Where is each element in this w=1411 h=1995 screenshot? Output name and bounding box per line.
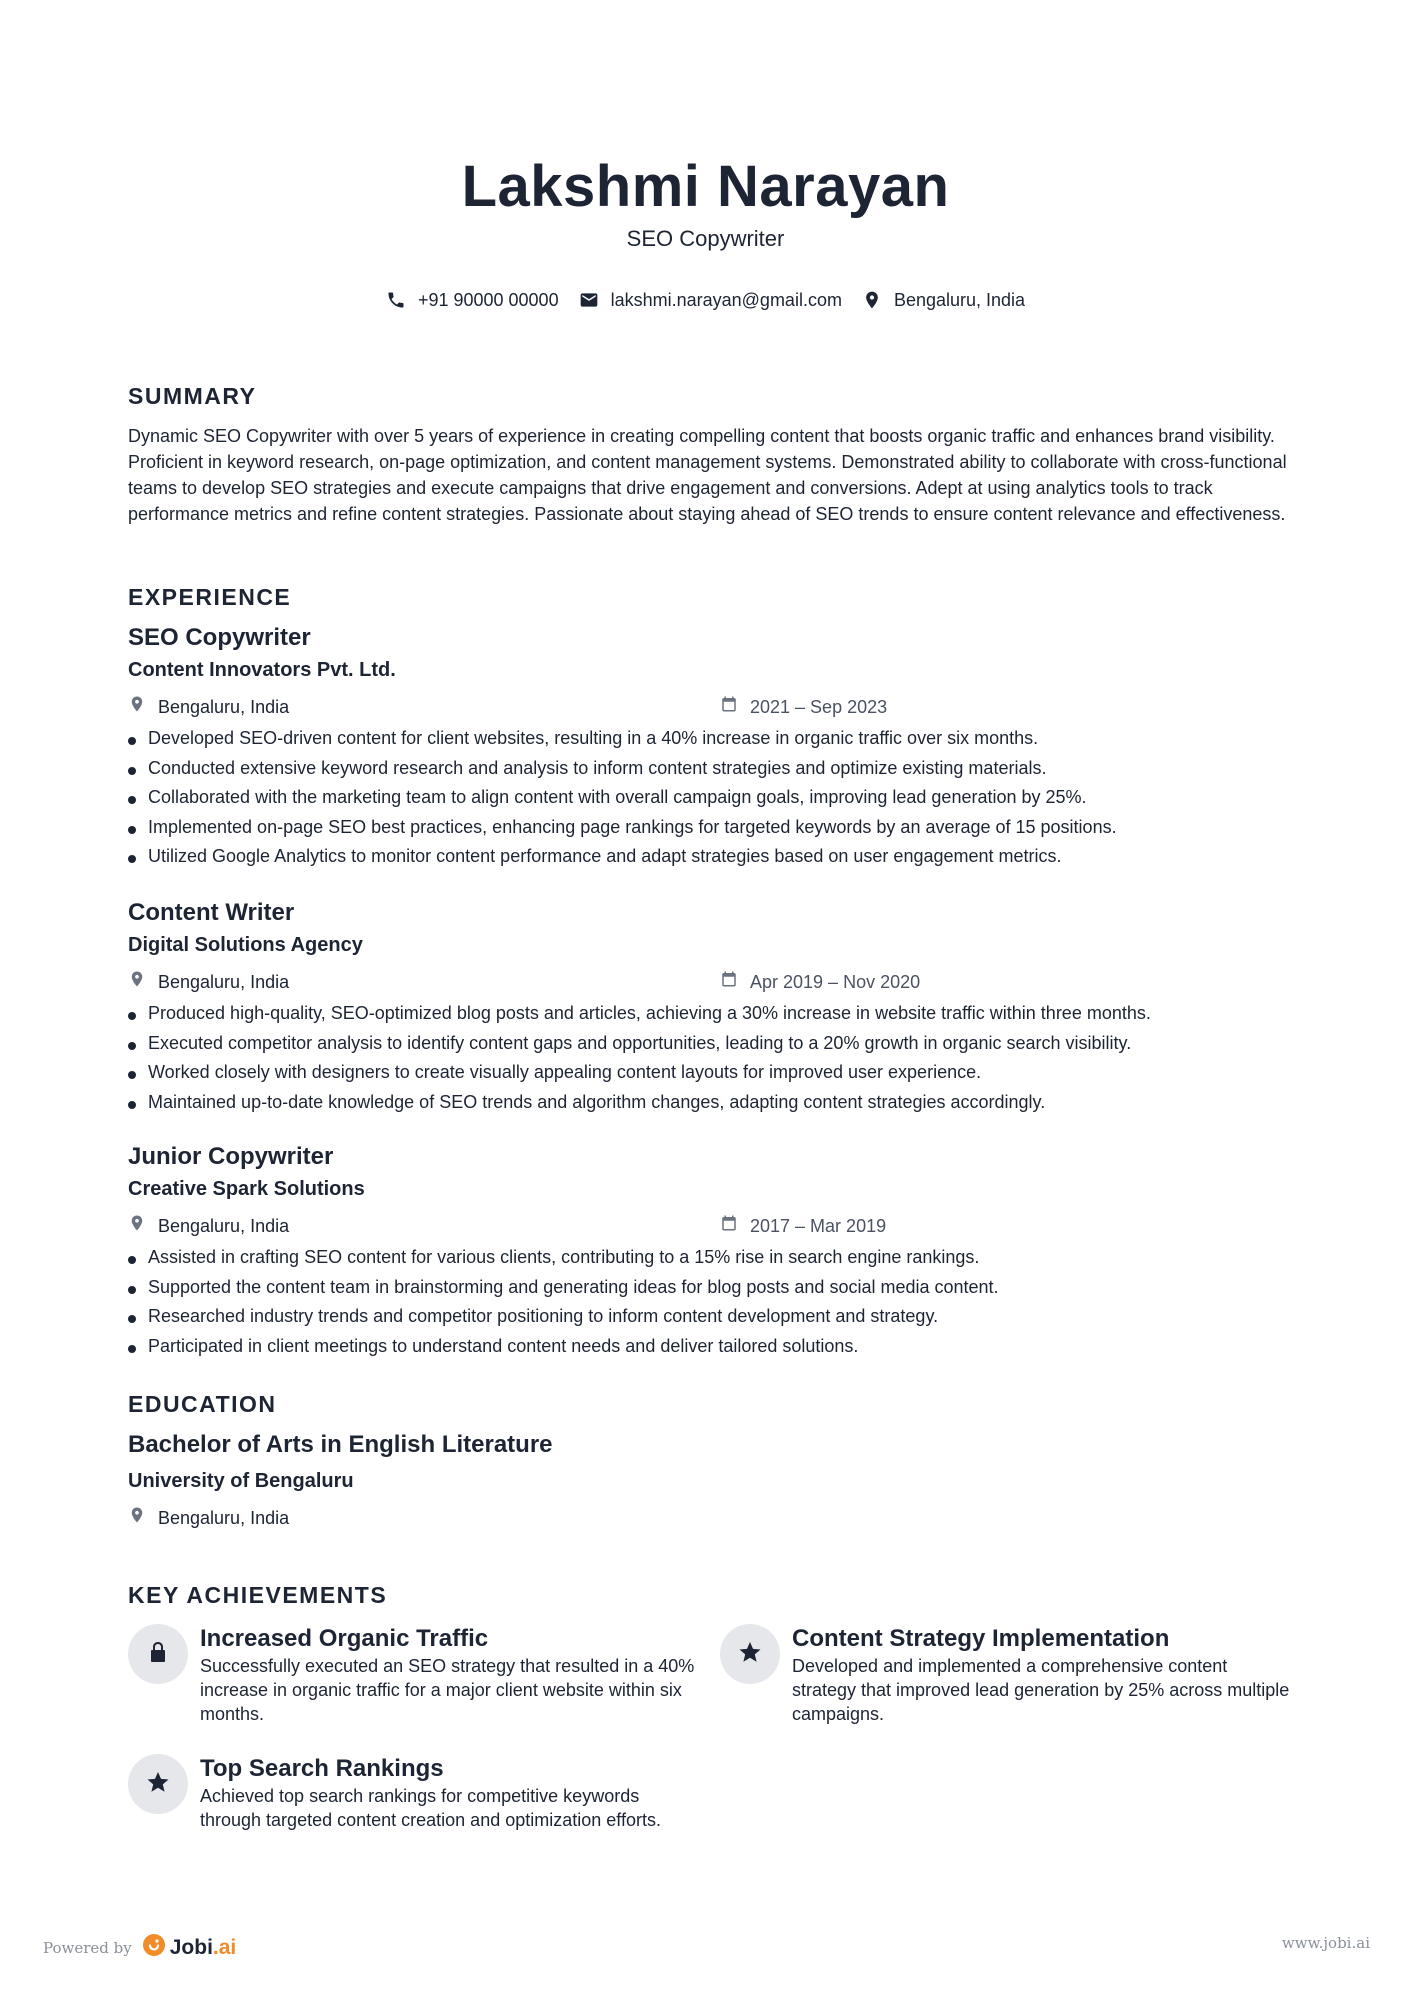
job-location-text: Bengaluru, India	[158, 697, 290, 717]
summary-heading: SUMMARY	[128, 383, 257, 409]
list-item: Collaborated with the marketing team to align content with overall campaign goals, improving lead generation by 25%.	[128, 783, 1288, 813]
jobi-logo-main: Jobi	[169, 1936, 213, 1959]
list-item: Participated in client meetings to understand content needs and deliver tailored solutions.	[128, 1332, 1288, 1362]
job-bullets	[128, 999, 1288, 1117]
education-location-text: Bengaluru, India	[158, 1508, 290, 1528]
list-item: Implemented on-page SEO best practices, enhancing page rankings for targeted keywords by an average of 15 positions.	[128, 813, 1288, 843]
experience-heading: EXPERIENCE	[128, 584, 292, 610]
list-item: Maintained up-to-date knowledge of SEO trends and algorithm changes, adapting content strategies accordingly.	[128, 1088, 1288, 1118]
job-bullets	[128, 724, 1288, 872]
job-dates	[720, 694, 887, 720]
achievement-title: Increased Organic Traffic	[200, 1625, 489, 1652]
candidate-role: SEO Copywriter	[626, 226, 785, 251]
list-item: Produced high-quality, SEO-optimized blog posts and articles, achieving a 30% increase in website traffic within three months.	[128, 999, 1288, 1029]
achievements-heading: KEY ACHIEVEMENTS	[128, 1582, 388, 1608]
lock-icon	[147, 1640, 169, 1669]
job-bullets	[128, 1243, 1288, 1361]
job-dates-text: 2021 – Sep 2023	[750, 697, 888, 717]
email-icon	[579, 290, 599, 310]
contact-email[interactable]	[579, 287, 842, 313]
list-item: Worked closely with designers to create visually appealing content layouts for improved user experience.	[128, 1058, 1288, 1088]
location-pin-icon	[128, 1213, 146, 1239]
education-location	[128, 1505, 289, 1531]
contact-bar	[0, 287, 1411, 313]
job-location	[128, 1213, 289, 1239]
list-item: Assisted in crafting SEO content for various clients, contributing to a 15% rise in search engine rankings.	[128, 1243, 1288, 1273]
footer-site-link[interactable]: www.jobi.ai	[1281, 1934, 1370, 1952]
job-dates	[720, 969, 920, 995]
calendar-icon	[720, 694, 738, 720]
job-title: SEO Copywriter	[128, 624, 311, 651]
list-item: Developed SEO-driven content for client websites, resulting in a 40% increase in organic traffic over six months.	[128, 724, 1288, 754]
list-item: Researched industry trends and competitor positioning to inform content development and strategy.	[128, 1302, 1288, 1332]
company-name: Creative Spark Solutions	[128, 1178, 365, 1200]
degree-title: Bachelor of Arts in English Literature	[128, 1431, 553, 1458]
company-name: Digital Solutions Agency	[128, 934, 363, 956]
experience-item	[128, 897, 1288, 1117]
job-meta	[128, 1213, 1288, 1239]
job-title: Content Writer	[128, 899, 295, 926]
job-meta	[128, 694, 1288, 720]
job-location	[128, 694, 289, 720]
jobi-logo-icon	[142, 1933, 166, 1963]
phone-text: +91 90000 00000	[417, 290, 559, 310]
candidate-name: Lakshmi Narayan	[461, 154, 950, 219]
experience-item	[128, 1141, 1288, 1361]
list-item: Executed competitor analysis to identify content gaps and opportunities, leading to a 20% growth in organic search visibility.	[128, 1029, 1288, 1059]
job-location-text: Bengaluru, India	[158, 972, 290, 992]
calendar-icon	[720, 1213, 738, 1239]
summary-section	[128, 381, 1288, 527]
summary-text: Dynamic SEO Copywriter with over 5 years of experience in creating compelling content that boosts organic traffic and enhances brand visibility. Proficient in keyword research, on-page optimization, and content management systems. Demonstrated ability to collaborate with cross-functional teams to develop SEO strategies and execute campaigns that drive engagement and conversions. Adept at using analytics tools to track performance metrics and refine content strategies. Passionate about staying ahead of SEO trends to ensure content relevance and effectiveness.	[128, 426, 1287, 524]
job-dates-text: 2017 – Mar 2019	[750, 1216, 887, 1236]
jobi-logo	[142, 1933, 237, 1963]
jobi-logo-suffix: .ai	[212, 1936, 237, 1959]
achievement-icon-circle	[128, 1754, 188, 1814]
achievement-desc: Successfully executed an SEO strategy that resulted in a 40% increase in organic traffic for a major client website within six months.	[200, 1656, 695, 1724]
footer-branding[interactable]	[43, 1933, 236, 1963]
achievement-title: Content Strategy Implementation	[792, 1625, 1170, 1652]
achievement-body	[200, 1624, 700, 1726]
job-meta	[128, 969, 1288, 995]
job-location-text: Bengaluru, India	[158, 1216, 290, 1236]
achievement-body	[792, 1624, 1292, 1726]
education-heading: EDUCATION	[128, 1391, 277, 1417]
location-pin-icon	[128, 969, 146, 995]
email-text: lakshmi.narayan@gmail.com	[610, 290, 842, 310]
education-meta	[128, 1505, 1288, 1531]
job-dates-text: Apr 2019 – Nov 2020	[750, 972, 921, 992]
achievement-desc: Developed and implemented a comprehensive content strategy that improved lead generation by 25% across multiple campaigns.	[792, 1656, 1290, 1724]
location-pin-icon	[862, 290, 882, 310]
list-item: Supported the content team in brainstorming and generating ideas for blog posts and social media content.	[128, 1273, 1288, 1303]
education-section	[128, 1389, 1288, 1531]
experience-item	[128, 622, 1288, 872]
calendar-icon	[720, 969, 738, 995]
achievement-title: Top Search Rankings	[200, 1755, 444, 1782]
experience-section	[128, 582, 1288, 612]
school-name: University of Bengaluru	[128, 1470, 354, 1492]
achievements-section	[128, 1580, 1288, 1610]
achievement-desc: Achieved top search rankings for competitive keywords through targeted content creation and optimization efforts.	[200, 1786, 661, 1830]
powered-by-text: Powered by	[43, 1939, 132, 1957]
achievement-icon-circle	[720, 1624, 780, 1684]
contact-location	[862, 287, 1025, 313]
list-item: Conducted extensive keyword research and analysis to inform content strategies and optimize existing materials.	[128, 754, 1288, 784]
location-pin-icon	[128, 694, 146, 720]
location-pin-icon	[128, 1505, 146, 1531]
job-title: Junior Copywriter	[128, 1143, 334, 1170]
resume-header	[0, 152, 1411, 254]
achievement-icon-circle	[128, 1624, 188, 1684]
list-item: Utilized Google Analytics to monitor content performance and adapt strategies based on user engagement metrics.	[128, 842, 1288, 872]
job-dates	[720, 1213, 886, 1239]
job-location	[128, 969, 289, 995]
contact-phone[interactable]	[386, 287, 559, 313]
achievement-body	[200, 1754, 700, 1832]
company-name: Content Innovators Pvt. Ltd.	[128, 659, 396, 681]
star-icon	[738, 1640, 762, 1669]
location-text: Bengaluru, India	[893, 290, 1026, 310]
star-icon	[146, 1770, 170, 1799]
phone-icon	[386, 290, 406, 310]
